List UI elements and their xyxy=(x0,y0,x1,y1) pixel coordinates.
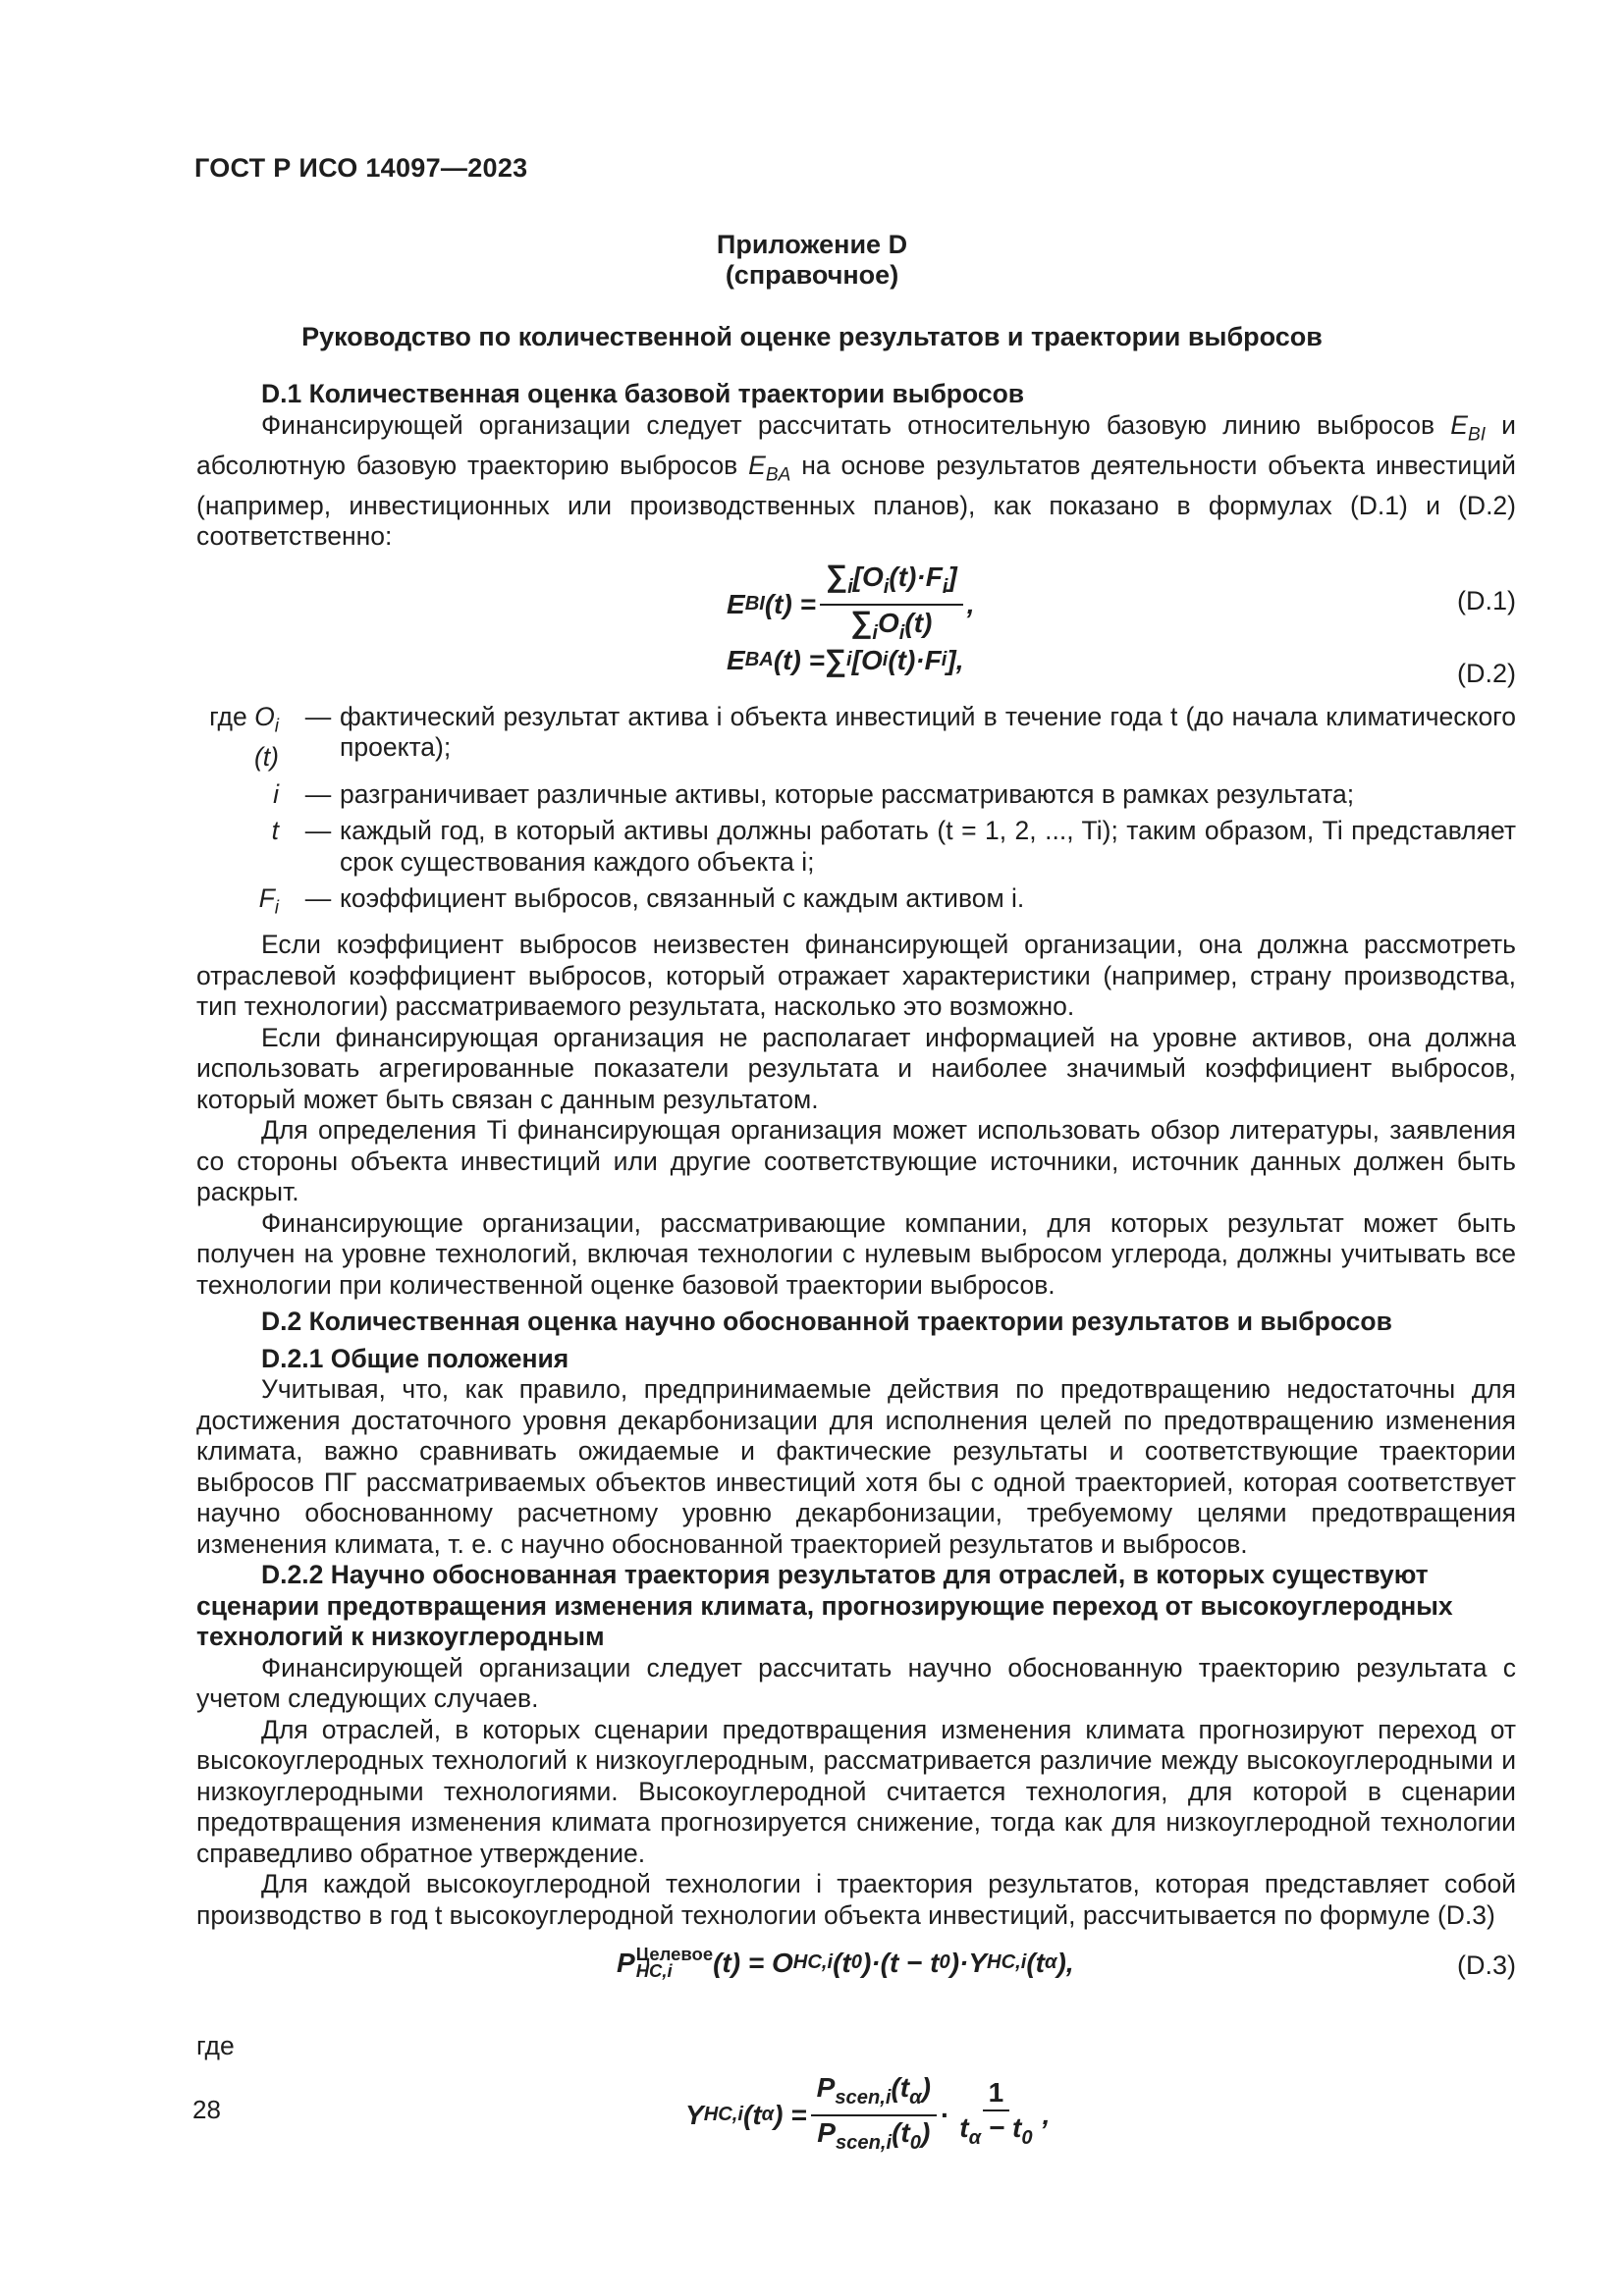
definition-item: i — разграничивает различные активы, которые рассматриваются в рамках результата; xyxy=(273,778,1355,809)
formula-d1-fraction: $\frac{\sum_i[O_i(t)\cdot F_i]}{\sum_iO_i(t)}$ xyxy=(820,561,963,649)
definition-item: t — каждый год, в который активы должны работать (t = 1, 2, ..., Ti); таким образом, Ti представляет срок существования каждого объекта i; xyxy=(271,816,1516,877)
d22-paragraph: Для отраслей, в которых сценарии предотвращения изменения климата прогнозируют переход от высокоуглеродных технологий к низкоуглеродным, рассматривается различие между высокоуглеродными и низкоуглеродными технологиями. Высокоуглеродной считается технология, для которой в сценарии предотвращения изменения климата прогнозируется снижение, тогда как для низкоуглеродной технологии справедливо обратное утверждение. xyxy=(196,1714,1516,1868)
d1-intro-paragraph: Финансирующей организации следует рассчитать относительную базовую линию выбросов $E_{BI}$ и абсолютную базовую траекторию выбросов $E_{BA}$ на основе результатов деятельности объекта инвестиций (например, инвестиционных или производственных планов), как показано в формулах (D.1) и (D.2) соответственно: xyxy=(196,409,1516,552)
section-d21-heading: D.2.1 Общие положения xyxy=(261,1343,569,1373)
definition-item: $F_i$ — коэффициент выбросов, связанный с каждым активом i. xyxy=(258,883,1025,919)
formula-d1: E BI (t) = $\frac{\sum_i[O_i(t)\cdot F_i]}{\sum_iO_i(t)}$ , (D.1) xyxy=(196,553,1516,637)
equation-number-d1: (D.1) xyxy=(1457,585,1516,615)
section-d2-heading: D.2 Количественная оценка научно обоснованной траектории результатов и выбросов xyxy=(261,1307,1392,1337)
d22-paragraph: Для каждой высокоуглеродной технологии i траектория результатов, которая представляет собой производство в год t высокоуглеродной технологии объекта инвестиций, рассчитывается по формуле (D.3) xyxy=(196,1869,1516,1930)
formula-d3: P Целевое HC,i (t) = O HC,i (t 0 )·(t − t 0 )·Y HC,i (t α ), (D.3) xyxy=(617,1944,1516,1981)
annex-type: (справочное) xyxy=(725,260,899,290)
definitions-list xyxy=(196,702,1516,924)
d1-paragraph: Если коэффициент выбросов неизвестен финансирующей организации, она должна рассмотреть отраслевой коэффициент выбросов, который отражает характеристики (например, страну производства, тип технологии) рассматриваемого результата, насколько это возможно. xyxy=(196,930,1516,1022)
definition-item: где $O_i$ (t) — фактический результат актива i объекта инвестиций в течение года t (до начала климатического проекта); xyxy=(209,701,1516,773)
d1-paragraph: Для определения Ti финансирующая организация может использовать обзор литературы, заявления со стороны объекта инвестиций или другие соответствующие источники, источник данных должен быть раскрыт. xyxy=(196,1115,1516,1207)
section-d22-heading: D.2.2 Научно обоснованная траектория результатов для отраслей, в которых существуют сценарии предотвращения изменения климата, прогнозирующие переход от высокоуглеродных технологий к низкоуглеродным xyxy=(196,1560,1453,1652)
page-number: 28 xyxy=(192,2095,221,2124)
annex-heading: Руководство по количественной оценке результатов и траектории выбросов xyxy=(301,322,1323,351)
equation-number-d3: (D.3) xyxy=(1457,1950,1516,1981)
d1-paragraph: Если финансирующая организация не располагает информацией на уровне активов, она должна использовать агрегированные показатели результата и наиболее значимый коэффициент выбросов, который может быть связан с данным результатом. xyxy=(196,1022,1516,1114)
section-d1-heading: D.1 Количественная оценка базовой траектории выбросов xyxy=(261,379,1025,408)
annex-title: Приложение D xyxy=(716,230,908,259)
d22-paragraph: Финансирующей организации следует рассчитать научно обоснованную траекторию результата с учетом следующих случаев. xyxy=(196,1652,1516,1714)
standard-header: ГОСТ Р ИСО 14097—2023 xyxy=(194,153,528,183)
where-label: где xyxy=(196,2031,235,2061)
equation-number-d2: (D.2) xyxy=(1457,658,1516,688)
formula-yhc: Y HC,i (t α ) = $\frac{P_{scen,i}(t_\alpha)}{P_{scen,i}(t_0)}$ · $\frac{1}{t_\alpha - t_0}$ , xyxy=(685,2071,1051,2154)
d1-paragraph: Финансирующие организации, рассматривающие компании, для которых результат может быть получен на уровне технологий, включая технологии с нулевым выбросом углерода, должны учитывать все технологии при количественной оценке базовой траектории выбросов. xyxy=(196,1207,1516,1300)
formula-d2: E BA (t) = ∑ i [O i (t)·F i ], (D.2) xyxy=(727,642,1516,688)
document-body xyxy=(196,379,1516,2161)
d21-paragraph: Учитывая, что, как правило, предпринимаемые действия по предотвращению недостаточны для достижения достаточного уровня декарбонизации для исполнения целей по предотвращению изменения климата, важно сравнивать ожидаемые и фактические результаты и соответствующие траектории выбросов ПГ рассматриваемых объектов инвестиций хотя бы с одной траекторией, которая соответствует научно обоснованному расчетному уровню декарбонизации, требуемому целями предотвращения изменения климата, т. е. с научно обоснованной траекторией результатов и выбросов. xyxy=(196,1374,1516,1559)
